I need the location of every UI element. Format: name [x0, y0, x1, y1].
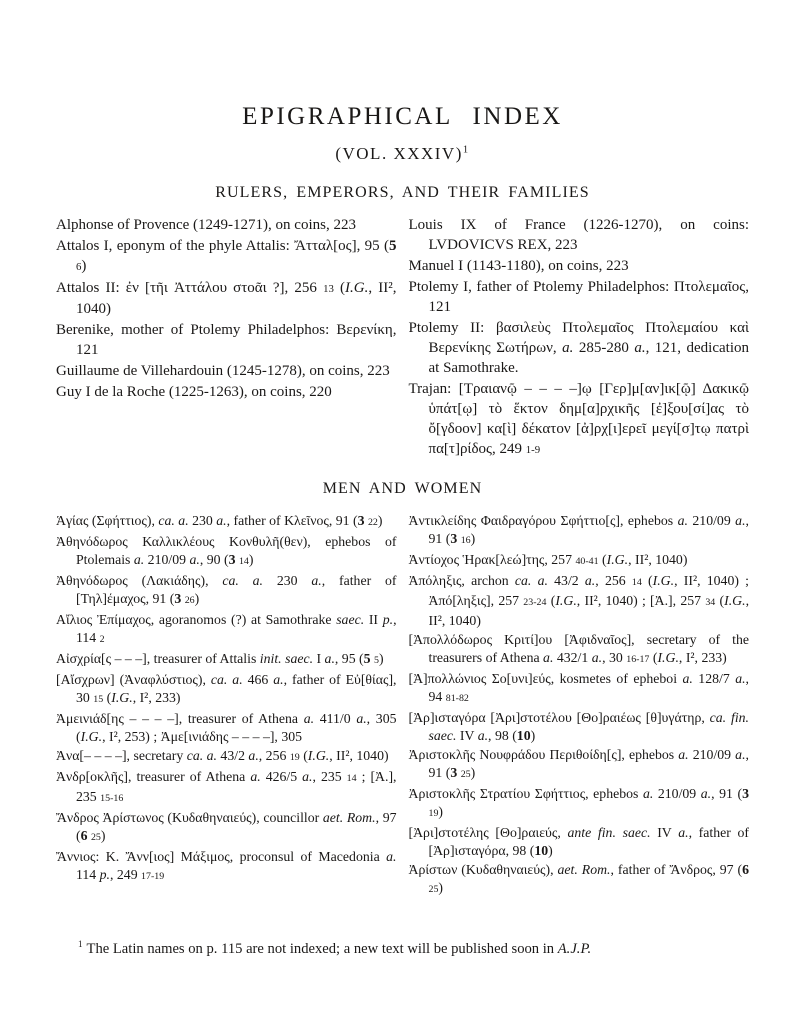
rulers-column-right — [409, 215, 750, 461]
men-and-women-column-left — [56, 512, 397, 900]
section-heading-men-and-women: MEN AND WOMEN — [322, 480, 483, 497]
index-entry: Ἀθηνόδωρος (Λακιάδης), ca. a. 230 a., father of [Τηλ]έμαχος, 91 (3 26) — [56, 573, 397, 606]
index-entry: Ἄννιος: Κ. Ἄνν[ιος] Μάξιμος, proconsul of Macedonia a. 114 p., 249 17-19 — [56, 849, 397, 882]
volume-label: (VOL. XXXIV) — [335, 144, 463, 163]
index-entry: Ptolemy I, father of Ptolemy Philadelphos: Πτολεμαῖος, 121 — [408, 279, 749, 315]
index-entry: [Ἀ]πολλώνιος Σο[υνι]εύς, kosmetes of epheboi a. 128/7 a., 94 81-82 — [408, 671, 749, 704]
index-entry: Αἴλιος Ἐπίμαχος, agoranomos (?) at Samothrake saec. II p., 114 2 — [56, 612, 397, 645]
page-title-text: EPIGRAPHICAL INDEX — [242, 103, 563, 130]
men-and-women-columns — [0, 512, 805, 900]
index-entry: Attalos I, eponym of the phyle Attalis: Ἄτταλ[ος], 95 (5 6) — [56, 238, 397, 274]
index-entry: Ἀριστοκλῆς Στρατίου Σφήττιος, ephebos a. 210/09 a., 91 (3 19) — [408, 786, 749, 819]
index-entry: Alphonse of Provence (1249-1271), on coins, 223 — [56, 217, 356, 233]
page-title — [0, 103, 805, 131]
index-entry: Berenike, mother of Ptolemy Philadelphos: Βερενίκη, 121 — [56, 322, 397, 358]
index-entry: Ἀνδρ[οκλῆς], treasurer of Athena a. 426/5 a., 235 14 ; [Ἀ.], 235 15-16 — [56, 769, 397, 804]
index-entry: Ἀντικλείδης Φαιδραγόρου Σφήττιο[ς], ephebos a. 210/09 a., 91 (3 16) — [408, 513, 749, 546]
index-entry: Ἀμεινιάδ[ης – – – –], treasurer of Athena a. 411/0 a., 305 (I.G., I², 253) ; Ἀμε[ινιάδης – – – –], 305 — [56, 711, 397, 744]
footnote — [0, 940, 805, 959]
men-and-women-column-right — [409, 512, 750, 900]
section-heading-rulers: RULERS, EMPERORS, AND THEIR FAMILIES — [215, 184, 590, 201]
index-entry: Ἀρίστων (Κυδαθηναιεύς), aet. Rom., father of Ἄνδρος, 97 (6 25) — [408, 862, 749, 895]
index-entry: Louis IX of France (1226-1270), on coins: LVDOVICVS REX, 223 — [408, 217, 749, 253]
index-entry: Ptolemy II: βασιλεὺς Πτολεμαῖος Πτολεμαίου καὶ Βερενίκης Σωτήρων, a. 285-280 a., 121, dedication at Samothrake. — [408, 320, 750, 376]
index-entry: Ἀθηνόδωρος Καλλικλέους Κονθυλῆ(θεν), ephebos of Ptolemais a. 210/09 a., 90 (3 14) — [56, 534, 397, 567]
index-entry: [Ἀπολλόδωρος Κριτί]ου [Ἀφιδναῖος], secretary of the treasurers of Athena a. 432/1 a., 30 16-17 (I.G., I², 233) — [408, 632, 749, 665]
index-entry: Ἀπόληξις, archon ca. a. 43/2 a., 256 14 (I.G., II², 1040) ; Ἀπό[ληξις], 257 23-24 (I.G., II², 1040) ; [Ἀ.], 257 34 (I.G., II², 1040) — [408, 573, 750, 628]
index-entry: Ἀντίοχος Ἡρακ[λεώ]της, 257 40-41 (I.G., II², 1040) — [408, 552, 688, 567]
index-entry: Manuel I (1143-1180), on coins, 223 — [408, 258, 629, 274]
index-entry: [Αἴσχρων] (Ἀναφλύστιος), ca. a. 466 a., father of Εὐ[θίας], 30 15 (I.G., I², 233) — [56, 672, 397, 705]
index-entry: Guy I de la Roche (1225-1263), on coins, 220 — [56, 384, 332, 400]
index-entry: Αἰσχρία[ς – – –], treasurer of Attalis init. saec. I a., 95 (5 5) — [56, 651, 384, 666]
index-entry: Ἀνα[– – – –], secretary ca. a. 43/2 a., 256 19 (I.G., II², 1040) — [56, 748, 389, 763]
page-subtitle — [0, 144, 805, 164]
rulers-columns — [0, 215, 805, 461]
footnote-text: The Latin names on p. 115 are not indexed; a new text will be published soon in A.J.P. — [86, 941, 592, 957]
index-entry: Ἁγίας (Σφήττιος), ca. a. 230 a., father of Κλεῖνος, 91 (3 22) — [56, 513, 383, 528]
index-entry: [Ἀρι]στοτέλης [Θο]ραιεύς, ante fin. saec. IV a., father of [Ἀρ]ισταγόρα, 98 (10) — [408, 825, 750, 858]
footnote-paragraph — [52, 940, 753, 959]
index-entry: Guillaume de Villehardouin (1245-1278), on coins, 223 — [56, 363, 390, 379]
section-rulers — [0, 184, 805, 461]
footnote-reference: 1 — [462, 144, 470, 156]
index-entry: Attalos II: ἐν [τῆι Ἀττάλου στοᾶι ?], 256 13 (I.G., II², 1040) — [56, 280, 397, 317]
section-men-and-women — [0, 480, 805, 900]
index-entry: Trajan: [Τραιανῷ – – – –]ῳ [Γερ]μ[αν]ικ[ῷ] Δακικῷ ὑπάτ[ῳ] τὸ ἕκτον δημ[α]ρχικῆς [ἐ]ξου[σί]ας τὸ ὄ[γδοον] κα[ὶ] δέκατον [ἀ]ρχ[ι]ερεῖ μεγί[σ]τῳ πατρὶ πα[τ]ρίδος, 249 1-9 — [408, 381, 749, 457]
footnote-marker: 1 — [78, 939, 83, 950]
rulers-column-left — [56, 215, 397, 461]
index-entry: Ἀριστοκλῆς Νουφράδου Περιθοίδη[ς], ephebos a. 210/09 a., 91 (3 25) — [408, 747, 749, 780]
index-entry: Ἄνδρος Ἀρίστωνος (Κυδαθηναιεύς), councillor aet. Rom., 97 (6 25) — [56, 810, 397, 843]
index-entry: [Ἀρ]ισταγόρα [Ἀρι]στοτέλου [Θο]ραιέως [θ]υγάτηρ, ca. fin. saec. IV a., 98 (10) — [408, 710, 750, 743]
